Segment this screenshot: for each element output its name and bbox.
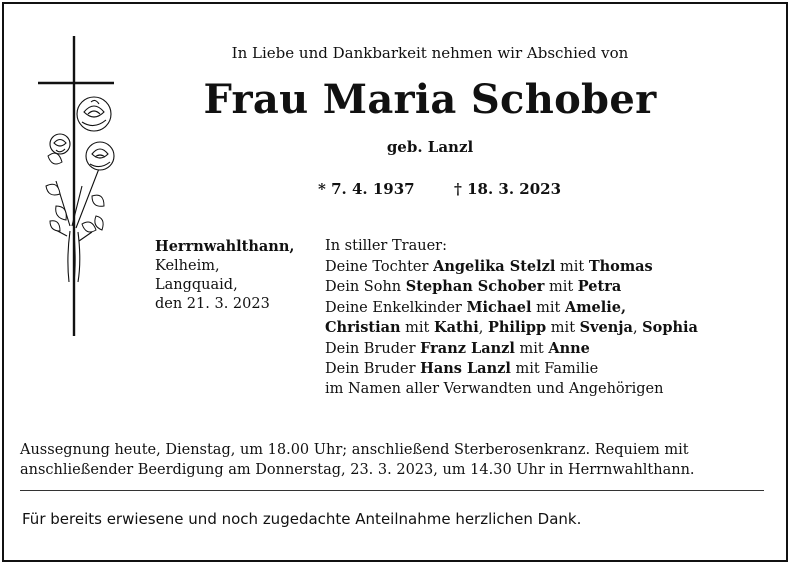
mourner-line: Dein Sohn Stephan Schober mit Petra — [325, 278, 622, 295]
deceased-name: Frau Maria Schober — [203, 76, 657, 123]
place-town: Herrnwahlthann, — [155, 238, 295, 255]
mourners-heading: In stiller Trauer: — [325, 238, 447, 254]
service-info — [20, 441, 780, 480]
mourner-line: Christian mit Kathi, Philipp mit Svenja, Sophia — [325, 319, 698, 336]
service-line-2: anschließender Beerdigung am Donnerstag, 23. 3. 2023, um 14.30 Uhr in Herrnwahlthann. — [20, 461, 695, 478]
thanks-text: Für bereits erwiesene und noch zugedachte Anteilnahme herzlichen Dank. — [22, 510, 582, 528]
service-line-1: Aussegnung heute, Dienstag, um 18.00 Uhr; anschließend Sterberosenkranz. Requiem mit — [20, 442, 689, 458]
mourner-line: im Namen aller Verwandten und Angehörigen — [325, 380, 664, 397]
place-line-2: Kelheim, — [155, 258, 220, 274]
mourner-line: Deine Tochter Angelika Stelzl mit Thomas — [325, 257, 653, 275]
mourner-line: Dein Bruder Franz Lanzl mit Anne — [325, 339, 590, 357]
place-and-date — [155, 237, 294, 314]
place-line-3: Langquaid, — [155, 277, 238, 293]
intro-text: In Liebe und Dankbarkeit nehmen wir Abschied von — [231, 44, 629, 62]
divider — [20, 490, 764, 491]
mourners-list — [325, 237, 698, 399]
death-date: † 18. 3. 2023 — [454, 180, 562, 198]
cross-with-roses-icon — [34, 36, 118, 338]
place-date: den 21. 3. 2023 — [155, 296, 270, 312]
birth-date: * 7. 4. 1937 — [318, 180, 415, 198]
mourner-line: Dein Bruder Hans Lanzl mit Familie — [325, 360, 599, 377]
birth-name: geb. Lanzl — [386, 138, 474, 156]
mourner-line: Deine Enkelkinder Michael mit Amelie, — [325, 298, 627, 316]
